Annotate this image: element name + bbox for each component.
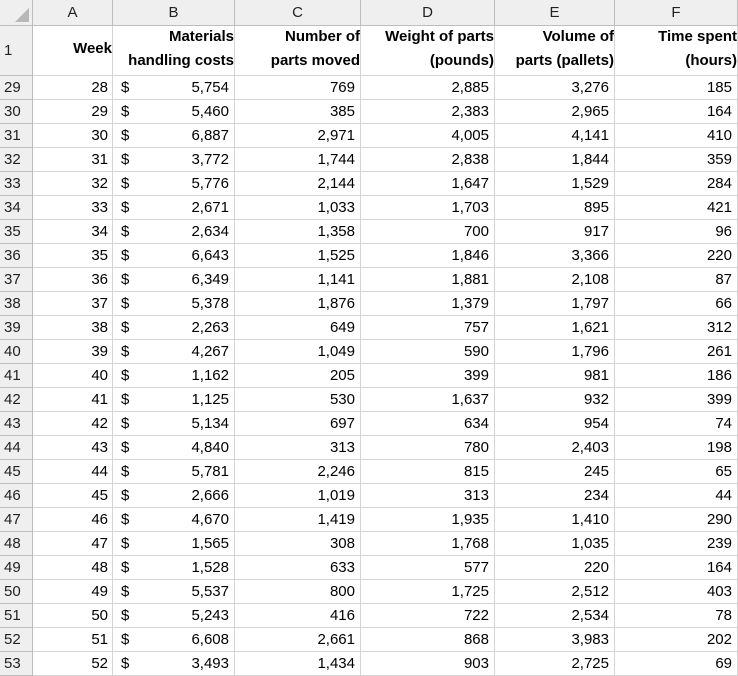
currency-symbol: $ <box>121 415 130 432</box>
header-line-1: Weight of parts <box>385 28 494 45</box>
parts-moved-cell[interactable]: 385 <box>235 100 361 124</box>
time-spent-cell[interactable]: 164 <box>615 556 738 580</box>
volume-cell[interactable]: 1,796 <box>495 340 615 364</box>
currency-symbol: $ <box>121 271 130 288</box>
cost-value: 2,634 <box>191 223 229 240</box>
handling-cost-cell[interactable] <box>113 268 235 292</box>
weight-cell[interactable]: 2,838 <box>361 148 495 172</box>
week-cell[interactable]: 47 <box>33 532 113 556</box>
week-cell[interactable]: 49 <box>33 580 113 604</box>
handling-cost-cell[interactable] <box>113 484 235 508</box>
cost-value: 6,608 <box>191 631 229 648</box>
currency-symbol: $ <box>121 463 130 480</box>
week-cell[interactable]: 35 <box>33 244 113 268</box>
cost-value: 4,840 <box>191 439 229 456</box>
row-header[interactable]: 51 <box>0 604 33 628</box>
volume-cell[interactable]: 917 <box>495 220 615 244</box>
currency-symbol: $ <box>121 103 130 120</box>
time-spent-cell[interactable]: 198 <box>615 436 738 460</box>
weight-cell[interactable]: 577 <box>361 556 495 580</box>
header-line-1: Volume of <box>542 28 614 45</box>
volume-cell[interactable]: 3,276 <box>495 76 615 100</box>
week-cell[interactable]: 51 <box>33 628 113 652</box>
header-cell-c[interactable] <box>235 26 361 76</box>
weight-cell[interactable]: 1,846 <box>361 244 495 268</box>
volume-cell[interactable]: 954 <box>495 412 615 436</box>
column-header-d[interactable]: D <box>361 0 495 26</box>
time-spent-cell[interactable]: 261 <box>615 340 738 364</box>
currency-symbol: $ <box>121 247 130 264</box>
header-cell-a[interactable] <box>33 26 113 76</box>
time-spent-cell[interactable]: 220 <box>615 244 738 268</box>
volume-cell[interactable]: 234 <box>495 484 615 508</box>
week-cell[interactable]: 30 <box>33 124 113 148</box>
handling-cost-cell[interactable] <box>113 340 235 364</box>
handling-cost-cell[interactable] <box>113 244 235 268</box>
row-header[interactable]: 52 <box>0 628 33 652</box>
handling-cost-cell[interactable] <box>113 652 235 676</box>
time-spent-cell[interactable]: 69 <box>615 652 738 676</box>
cost-value: 6,349 <box>191 271 229 288</box>
weight-cell[interactable]: 780 <box>361 436 495 460</box>
row-header[interactable]: 37 <box>0 268 33 292</box>
cost-value: 3,493 <box>191 655 229 672</box>
row-header[interactable]: 30 <box>0 100 33 124</box>
currency-symbol: $ <box>121 199 130 216</box>
currency-symbol: $ <box>121 343 130 360</box>
header-cell-b[interactable] <box>113 26 235 76</box>
weight-cell[interactable]: 815 <box>361 460 495 484</box>
parts-moved-cell[interactable]: 1,744 <box>235 148 361 172</box>
cost-value: 5,754 <box>191 79 229 96</box>
volume-cell[interactable]: 981 <box>495 364 615 388</box>
weight-cell[interactable]: 1,768 <box>361 532 495 556</box>
row-header[interactable]: 29 <box>0 76 33 100</box>
weight-cell[interactable]: 1,647 <box>361 172 495 196</box>
volume-cell[interactable]: 932 <box>495 388 615 412</box>
row-header[interactable]: 47 <box>0 508 33 532</box>
week-cell[interactable]: 50 <box>33 604 113 628</box>
currency-symbol: $ <box>121 511 130 528</box>
header-cell-f[interactable] <box>615 26 738 76</box>
week-cell[interactable]: 46 <box>33 508 113 532</box>
header-line-1: Time spent <box>658 28 737 45</box>
handling-cost-cell[interactable] <box>113 76 235 100</box>
volume-cell[interactable]: 1,844 <box>495 148 615 172</box>
volume-cell[interactable]: 2,403 <box>495 436 615 460</box>
volume-cell[interactable]: 3,366 <box>495 244 615 268</box>
volume-cell[interactable]: 2,534 <box>495 604 615 628</box>
cost-value: 1,528 <box>191 559 229 576</box>
handling-cost-cell[interactable] <box>113 220 235 244</box>
currency-symbol: $ <box>121 583 130 600</box>
cost-value: 1,125 <box>191 391 229 408</box>
cost-value: 5,378 <box>191 295 229 312</box>
volume-cell[interactable]: 2,512 <box>495 580 615 604</box>
cost-value: 4,267 <box>191 343 229 360</box>
volume-cell[interactable]: 2,108 <box>495 268 615 292</box>
row-header[interactable]: 41 <box>0 364 33 388</box>
currency-symbol: $ <box>121 535 130 552</box>
row-header[interactable]: 36 <box>0 244 33 268</box>
cost-value: 5,243 <box>191 607 229 624</box>
header-line-2: parts (pallets) <box>515 52 614 69</box>
parts-moved-cell[interactable]: 205 <box>235 364 361 388</box>
currency-symbol: $ <box>121 559 130 576</box>
handling-cost-cell[interactable] <box>113 580 235 604</box>
cost-value: 2,666 <box>191 487 229 504</box>
currency-symbol: $ <box>121 223 130 240</box>
parts-moved-cell[interactable]: 1,525 <box>235 244 361 268</box>
time-spent-cell[interactable]: 359 <box>615 148 738 172</box>
parts-moved-cell[interactable]: 1,434 <box>235 652 361 676</box>
volume-cell[interactable]: 1,621 <box>495 316 615 340</box>
time-spent-cell[interactable]: 290 <box>615 508 738 532</box>
volume-cell[interactable]: 2,725 <box>495 652 615 676</box>
parts-moved-cell[interactable]: 697 <box>235 412 361 436</box>
row-header[interactable]: 45 <box>0 460 33 484</box>
currency-symbol: $ <box>121 151 130 168</box>
row-header[interactable]: 44 <box>0 436 33 460</box>
row-header[interactable]: 42 <box>0 388 33 412</box>
time-spent-cell[interactable]: 66 <box>615 292 738 316</box>
handling-cost-cell[interactable] <box>113 364 235 388</box>
parts-moved-cell[interactable]: 1,141 <box>235 268 361 292</box>
handling-cost-cell[interactable] <box>113 532 235 556</box>
week-cell[interactable]: 28 <box>33 76 113 100</box>
weight-cell[interactable]: 313 <box>361 484 495 508</box>
parts-moved-cell[interactable]: 2,971 <box>235 124 361 148</box>
parts-moved-cell[interactable]: 1,049 <box>235 340 361 364</box>
handling-cost-cell[interactable] <box>113 604 235 628</box>
handling-cost-cell[interactable] <box>113 508 235 532</box>
parts-moved-cell[interactable]: 416 <box>235 604 361 628</box>
week-cell[interactable]: 38 <box>33 316 113 340</box>
week-cell[interactable]: 52 <box>33 652 113 676</box>
weight-cell[interactable]: 634 <box>361 412 495 436</box>
column-header-e[interactable]: E <box>495 0 615 26</box>
column-header-b[interactable]: B <box>113 0 235 26</box>
cost-value: 5,776 <box>191 175 229 192</box>
row-header[interactable]: 53 <box>0 652 33 676</box>
weight-cell[interactable]: 1,637 <box>361 388 495 412</box>
parts-moved-cell[interactable]: 769 <box>235 76 361 100</box>
parts-moved-cell[interactable]: 1,419 <box>235 508 361 532</box>
parts-moved-cell[interactable]: 1,358 <box>235 220 361 244</box>
currency-symbol: $ <box>121 439 130 456</box>
weight-cell[interactable]: 757 <box>361 316 495 340</box>
row-header[interactable]: 35 <box>0 220 33 244</box>
currency-symbol: $ <box>121 295 130 312</box>
week-cell[interactable]: 42 <box>33 412 113 436</box>
cost-value: 1,565 <box>191 535 229 552</box>
handling-cost-cell[interactable] <box>113 628 235 652</box>
row-header[interactable]: 48 <box>0 532 33 556</box>
header-line-2: (hours) <box>685 52 737 69</box>
cost-value: 1,162 <box>191 367 229 384</box>
week-cell[interactable]: 33 <box>33 196 113 220</box>
time-spent-cell[interactable]: 239 <box>615 532 738 556</box>
header-line-2: parts moved <box>270 52 360 69</box>
cost-value: 5,537 <box>191 583 229 600</box>
cost-value: 2,263 <box>191 319 229 336</box>
row-header[interactable]: 31 <box>0 124 33 148</box>
currency-symbol: $ <box>121 655 130 672</box>
row-header[interactable]: 50 <box>0 580 33 604</box>
time-spent-cell[interactable]: 185 <box>615 76 738 100</box>
weight-cell[interactable]: 868 <box>361 628 495 652</box>
week-cell[interactable]: 29 <box>33 100 113 124</box>
parts-moved-cell[interactable]: 649 <box>235 316 361 340</box>
row-header[interactable]: 46 <box>0 484 33 508</box>
header-line-1: Materials <box>168 28 234 45</box>
weight-cell[interactable]: 1,725 <box>361 580 495 604</box>
currency-symbol: $ <box>121 175 130 192</box>
week-cell[interactable]: 40 <box>33 364 113 388</box>
time-spent-cell[interactable]: 312 <box>615 316 738 340</box>
week-cell[interactable]: 34 <box>33 220 113 244</box>
volume-cell[interactable]: 1,035 <box>495 532 615 556</box>
select-all-triangle-icon <box>15 8 29 22</box>
parts-moved-cell[interactable]: 633 <box>235 556 361 580</box>
time-spent-cell[interactable]: 399 <box>615 388 738 412</box>
week-cell[interactable]: 36 <box>33 268 113 292</box>
column-header-f[interactable]: F <box>615 0 738 26</box>
weight-cell[interactable]: 1,881 <box>361 268 495 292</box>
column-header-a[interactable]: A <box>33 0 113 26</box>
handling-cost-cell[interactable] <box>113 388 235 412</box>
week-cell[interactable]: 48 <box>33 556 113 580</box>
cost-value: 3,772 <box>191 151 229 168</box>
weight-cell[interactable]: 1,703 <box>361 196 495 220</box>
row-header[interactable]: 34 <box>0 196 33 220</box>
handling-cost-cell[interactable] <box>113 556 235 580</box>
header-line-2: (pounds) <box>429 52 494 69</box>
time-spent-cell[interactable]: 78 <box>615 604 738 628</box>
cost-value: 6,643 <box>191 247 229 264</box>
row-header[interactable]: 33 <box>0 172 33 196</box>
volume-cell[interactable]: 245 <box>495 460 615 484</box>
week-cell[interactable]: 45 <box>33 484 113 508</box>
week-cell[interactable]: 44 <box>33 460 113 484</box>
currency-symbol: $ <box>121 607 130 624</box>
time-spent-cell[interactable]: 87 <box>615 268 738 292</box>
parts-moved-cell[interactable]: 1,876 <box>235 292 361 316</box>
parts-moved-cell[interactable]: 2,246 <box>235 460 361 484</box>
header-line-1: Number of <box>285 28 360 45</box>
time-spent-cell[interactable]: 421 <box>615 196 738 220</box>
currency-symbol: $ <box>121 391 130 408</box>
weight-cell[interactable]: 903 <box>361 652 495 676</box>
time-spent-cell[interactable]: 403 <box>615 580 738 604</box>
time-spent-cell[interactable]: 65 <box>615 460 738 484</box>
cost-value: 5,134 <box>191 415 229 432</box>
volume-cell[interactable]: 895 <box>495 196 615 220</box>
currency-symbol: $ <box>121 79 130 96</box>
parts-moved-cell[interactable]: 2,144 <box>235 172 361 196</box>
row-header[interactable]: 32 <box>0 148 33 172</box>
currency-symbol: $ <box>121 319 130 336</box>
handling-cost-cell[interactable] <box>113 292 235 316</box>
handling-cost-cell[interactable] <box>113 196 235 220</box>
cost-value: 5,460 <box>191 103 229 120</box>
handling-cost-cell[interactable] <box>113 316 235 340</box>
time-spent-cell[interactable]: 284 <box>615 172 738 196</box>
week-cell[interactable]: 37 <box>33 292 113 316</box>
volume-cell[interactable]: 4,141 <box>495 124 615 148</box>
week-cell[interactable]: 41 <box>33 388 113 412</box>
header-line-2: handling costs <box>128 52 234 69</box>
header-line-2: Week <box>73 40 112 57</box>
select-all-corner[interactable] <box>0 0 33 26</box>
time-spent-cell[interactable]: 74 <box>615 412 738 436</box>
currency-symbol: $ <box>121 367 130 384</box>
weight-cell[interactable]: 700 <box>361 220 495 244</box>
time-spent-cell[interactable]: 186 <box>615 364 738 388</box>
row-header-1[interactable]: 1 <box>0 26 33 76</box>
week-cell[interactable]: 39 <box>33 340 113 364</box>
parts-moved-cell[interactable]: 530 <box>235 388 361 412</box>
weight-cell[interactable]: 2,885 <box>361 76 495 100</box>
volume-cell[interactable]: 2,965 <box>495 100 615 124</box>
volume-cell[interactable]: 220 <box>495 556 615 580</box>
parts-moved-cell[interactable]: 308 <box>235 532 361 556</box>
row-header[interactable]: 40 <box>0 340 33 364</box>
week-cell[interactable]: 32 <box>33 172 113 196</box>
parts-moved-cell[interactable]: 1,033 <box>235 196 361 220</box>
handling-cost-cell[interactable] <box>113 436 235 460</box>
handling-cost-cell[interactable] <box>113 148 235 172</box>
weight-cell[interactable]: 2,383 <box>361 100 495 124</box>
weight-cell[interactable]: 399 <box>361 364 495 388</box>
time-spent-cell[interactable]: 44 <box>615 484 738 508</box>
currency-symbol: $ <box>121 631 130 648</box>
handling-cost-cell[interactable] <box>113 172 235 196</box>
weight-cell[interactable]: 590 <box>361 340 495 364</box>
handling-cost-cell[interactable] <box>113 412 235 436</box>
row-header[interactable]: 38 <box>0 292 33 316</box>
parts-moved-cell[interactable]: 2,661 <box>235 628 361 652</box>
weight-cell[interactable]: 1,379 <box>361 292 495 316</box>
week-cell[interactable]: 43 <box>33 436 113 460</box>
handling-cost-cell[interactable] <box>113 460 235 484</box>
cost-value: 6,887 <box>191 127 229 144</box>
weight-cell[interactable]: 4,005 <box>361 124 495 148</box>
row-header[interactable]: 49 <box>0 556 33 580</box>
cost-value: 4,670 <box>191 511 229 528</box>
parts-moved-cell[interactable]: 1,019 <box>235 484 361 508</box>
currency-symbol: $ <box>121 127 130 144</box>
parts-moved-cell[interactable]: 800 <box>235 580 361 604</box>
column-header-c[interactable]: C <box>235 0 361 26</box>
weight-cell[interactable]: 1,935 <box>361 508 495 532</box>
header-cell-e[interactable] <box>495 26 615 76</box>
volume-cell[interactable]: 3,983 <box>495 628 615 652</box>
header-cell-d[interactable] <box>361 26 495 76</box>
cost-value: 2,671 <box>191 199 229 216</box>
time-spent-cell[interactable]: 164 <box>615 100 738 124</box>
cost-value: 5,781 <box>191 463 229 480</box>
time-spent-cell[interactable]: 410 <box>615 124 738 148</box>
currency-symbol: $ <box>121 487 130 504</box>
handling-cost-cell[interactable] <box>113 124 235 148</box>
week-cell[interactable]: 31 <box>33 148 113 172</box>
parts-moved-cell[interactable]: 313 <box>235 436 361 460</box>
row-header[interactable]: 43 <box>0 412 33 436</box>
volume-cell[interactable]: 1,410 <box>495 508 615 532</box>
time-spent-cell[interactable]: 202 <box>615 628 738 652</box>
row-header[interactable]: 39 <box>0 316 33 340</box>
volume-cell[interactable]: 1,529 <box>495 172 615 196</box>
volume-cell[interactable]: 1,797 <box>495 292 615 316</box>
time-spent-cell[interactable]: 96 <box>615 220 738 244</box>
handling-cost-cell[interactable] <box>113 100 235 124</box>
weight-cell[interactable]: 722 <box>361 604 495 628</box>
